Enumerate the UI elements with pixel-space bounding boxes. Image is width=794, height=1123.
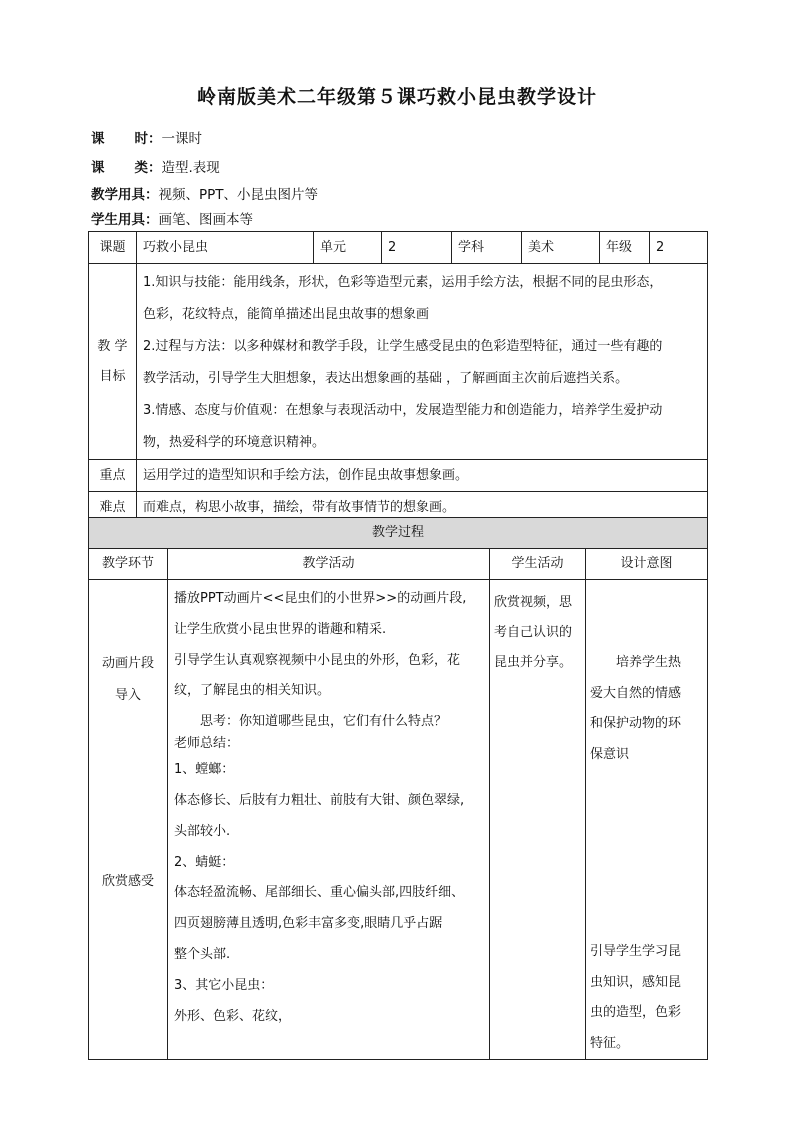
goal-line: 物，热爱科学的环境意识精神。 <box>143 435 326 450</box>
key-point-text: 运用学过的造型知识和手绘方法，创作昆虫故事想象画。 <box>137 460 708 492</box>
subject-value: 美术 <box>522 232 600 264</box>
design-intent-a: 培养学生热 爱大自然的情感 和保护动物的环 保意识 <box>590 655 682 762</box>
key-point-label: 重点 <box>89 460 137 492</box>
activity-line: 让学生欣赏小昆虫世界的谐趣和精采. <box>174 621 387 637</box>
meta-value: 视频、PPT、小昆虫图片等 <box>158 187 319 203</box>
meta-value: 造型.表现 <box>161 160 220 176</box>
unit-label: 单元 <box>314 232 382 264</box>
goals-label: 教 学 目标 <box>89 264 137 460</box>
grade-label: 年级 <box>600 232 650 264</box>
info-row <box>89 232 708 264</box>
activity-line: 体态修长、后肢有力粗壮、前肢有大钳、颜色翠绿, <box>174 792 465 808</box>
activity-line: 1、螳螂： <box>174 762 235 778</box>
activity-cell <box>168 580 490 1060</box>
subject-label: 学科 <box>452 232 522 264</box>
teaching-process-table <box>88 517 708 1060</box>
column-header: 教学活动 <box>168 549 490 580</box>
student-activity-cell <box>490 580 586 1060</box>
meta-value: 画笔、图画本等 <box>158 212 253 228</box>
design-intent-b: 引导学生学习昆 虫知识，感知昆 虫的造型，色彩 特征。 <box>590 944 682 1051</box>
meta-class-type <box>91 156 220 176</box>
topic-value: 巧救小昆虫 <box>137 232 314 264</box>
activity-line: 引导学生认真观察视频中小昆虫的外形，色彩，花 <box>174 652 461 668</box>
meta-teaching-tools <box>91 183 318 203</box>
activity-line: 四页翅膀薄且透明,色彩丰富多变,眼睛几乎占踞 <box>174 916 443 932</box>
activity-line: 头部较小. <box>174 823 231 839</box>
difficulty-label: 难点 <box>89 492 137 524</box>
goals-text <box>137 264 708 460</box>
page-title: 岭南版美术二年级第５课巧救小昆虫教学设计 <box>196 86 597 108</box>
activity-line: 2、蜻蜓： <box>174 854 235 870</box>
student-line: 考自己认识的 <box>494 625 573 640</box>
activity-line: 老师总结： <box>174 736 240 752</box>
goal-line: 3.情感、态度与价值观：在想象与表现活动中，发展造型能力和创造能力，培养学生爱护动 <box>143 403 663 418</box>
grade-value: 2 <box>650 232 708 264</box>
stage-appreciation: 欣赏感受 <box>101 874 154 889</box>
goal-line: 教学活动，引导学生大胆想象，表达出想象画的基础 ，了解画面主次前后遮挡关系。 <box>143 371 629 386</box>
meta-class-hours <box>91 127 202 147</box>
column-header: 学生活动 <box>490 549 586 580</box>
meta-label: 学生用具： <box>91 212 159 228</box>
meta-value: 一课时 <box>161 131 202 147</box>
key-point-row <box>89 460 708 492</box>
meta-label: 教学用具： <box>91 187 159 203</box>
goal-line: 色彩，花纹特点，能简单描述出昆虫故事的想象画 <box>143 307 430 322</box>
unit-value: 2 <box>382 232 452 264</box>
process-columns-row <box>89 549 708 580</box>
process-body-row <box>89 580 708 1060</box>
goals-row <box>89 264 708 460</box>
goal-line: 1.知识与技能：能用线条，形状，色彩等造型元素，运用手绘方法，根据不同的昆虫形态， <box>143 275 663 290</box>
student-line: 昆虫并分享。 <box>494 655 573 670</box>
goal-line: 2.过程与方法：以多种媒材和教学手段，让学生感受昆虫的色彩造型特征，通过一些有趣的 <box>143 339 663 354</box>
activity-line: 纹，了解昆虫的相关知识。 <box>174 683 331 699</box>
activity-line: 播放PPT动画片<<昆虫们的小世界>>的动画片段, <box>174 591 467 606</box>
design-intent-cell <box>586 580 708 1060</box>
student-line: 欣赏视频，思 <box>494 595 573 610</box>
process-header-row <box>89 518 708 549</box>
activity-line: 体态轻盈流畅、尾部细长、重心偏头部,四肢纤细、 <box>174 885 465 901</box>
meta-label: 课 类： <box>91 160 162 176</box>
stage-cell <box>89 580 168 1060</box>
activity-line: 思考：你知道哪些昆虫，它们有什么特点？ <box>174 714 448 730</box>
column-header: 设计意图 <box>586 549 708 580</box>
column-header: 教学环节 <box>89 549 168 580</box>
process-header: 教学过程 <box>89 518 708 549</box>
topic-label: 课题 <box>89 232 137 264</box>
meta-student-tools <box>91 208 253 228</box>
lesson-info-table <box>88 231 708 524</box>
activity-line: 外形、色彩、花纹， <box>174 1008 292 1024</box>
stage-intro: 动画片段 导入 <box>101 656 154 703</box>
activity-line: 3、其它小昆虫： <box>174 977 274 993</box>
meta-label: 课 时： <box>91 131 162 147</box>
difficulty-text: 而难点，构思小故事，描绘，带有故事情节的想象画。 <box>137 492 708 524</box>
activity-line: 整个头部. <box>174 946 231 962</box>
